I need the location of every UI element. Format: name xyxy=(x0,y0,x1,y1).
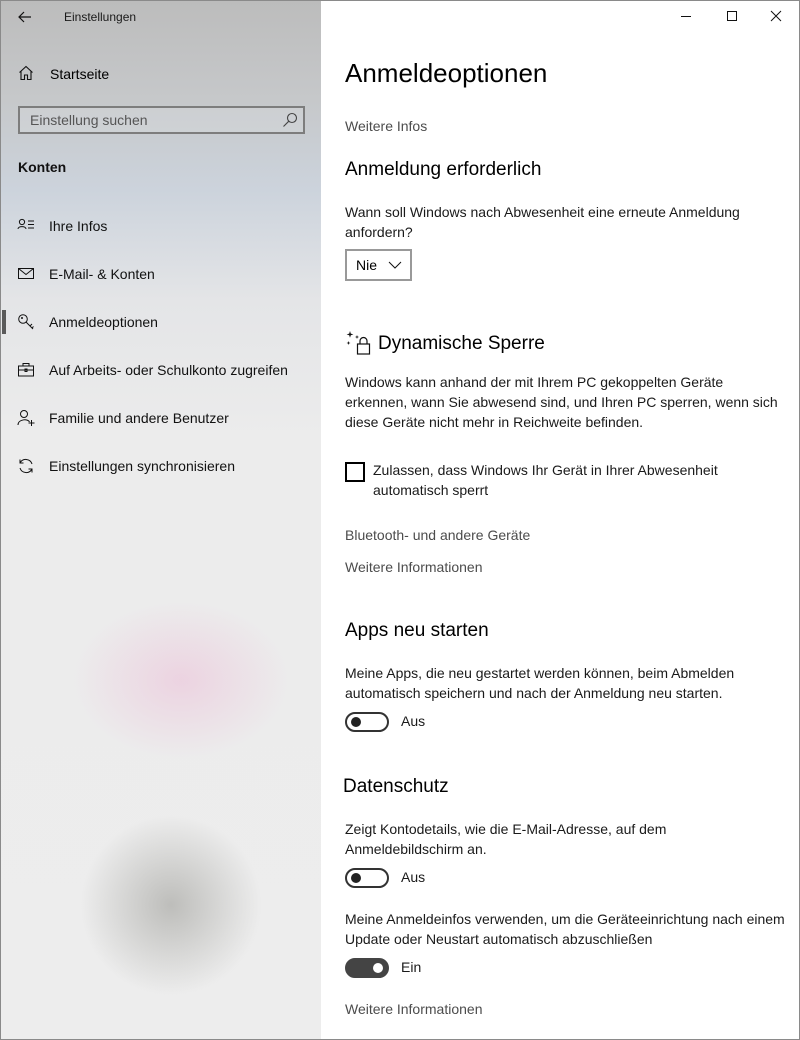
toggle-knob xyxy=(351,717,361,727)
signin-info-toggle-state: Ein xyxy=(401,959,422,975)
sidebar-home[interactable] xyxy=(1,56,322,92)
dynamic-lock-description: Windows kann anhand der mit Ihrem PC gekoppelten Geräte erkennen, wann Sie abwesend sind, und Ihren PC sperren, wenn sich diese Geräte nicht mehr in Reichweite befinden. xyxy=(345,374,778,430)
signin-info-description: Meine Anmeldeinfos verwenden, um die Geräteeinrichtung nach einem Update oder Neustart automatisch abzuschließen xyxy=(345,911,785,947)
back-button[interactable] xyxy=(10,4,40,30)
sidebar xyxy=(0,0,321,1040)
selection-indicator xyxy=(2,310,6,334)
account-details-description: Zeigt Kontodetails, wie die E-Mail-Adresse, auf dem Anmeldebildschirm an. xyxy=(345,821,667,857)
restart-apps-toggle-state: Aus xyxy=(401,713,426,729)
privacy-more-information-link[interactable]: Weitere Informationen xyxy=(345,1001,483,1017)
app-title: Einstellungen xyxy=(64,10,137,24)
person-info-icon xyxy=(17,217,35,235)
signin-info-toggle[interactable] xyxy=(345,958,389,978)
search-input[interactable] xyxy=(20,108,275,132)
sidebar-item-email-konten[interactable] xyxy=(1,250,322,298)
key-icon xyxy=(17,313,35,331)
signin-required-heading: Anmeldung erforderlich xyxy=(345,159,542,180)
sync-icon xyxy=(17,457,35,475)
sidebar-item-ihre-infos[interactable] xyxy=(1,202,322,250)
dropdown-value: Nie xyxy=(356,257,378,273)
sidebar-item-label: Auf Arbeits- oder Schulkonto zugreifen xyxy=(49,362,288,378)
more-info-link[interactable]: Weitere Infos xyxy=(345,118,428,134)
search-box[interactable] xyxy=(18,106,305,134)
briefcase-icon xyxy=(17,361,35,379)
more-information-link[interactable]: Weitere Informationen xyxy=(345,559,483,575)
account-details-toggle[interactable] xyxy=(345,868,389,888)
dynamic-lock-checkbox-label[interactable]: Zulassen, dass Windows Ihr Gerät in Ihrer Abwesenheit automatisch sperrt xyxy=(373,462,718,498)
minimize-button[interactable] xyxy=(663,0,709,32)
person-add-icon xyxy=(17,409,35,427)
dynamic-lock-icon xyxy=(345,330,373,356)
sidebar-item-label: Ihre Infos xyxy=(49,218,108,234)
signin-required-dropdown[interactable] xyxy=(345,249,412,281)
search-icon[interactable] xyxy=(281,111,299,129)
home-icon xyxy=(18,65,34,81)
bluetooth-devices-link[interactable]: Bluetooth- und andere Geräte xyxy=(345,527,531,543)
sidebar-item-label: Familie und andere Benutzer xyxy=(49,410,229,426)
home-label: Startseite xyxy=(50,66,110,82)
restart-apps-toggle[interactable] xyxy=(345,712,389,732)
page-title: Anmeldeoptionen xyxy=(345,58,548,88)
sidebar-item-arbeits-schulkonto[interactable] xyxy=(1,346,322,394)
close-icon xyxy=(770,10,782,22)
sidebar-item-label: Anmeldeoptionen xyxy=(49,314,158,330)
title-bar xyxy=(1,0,322,34)
sidebar-nav xyxy=(1,202,322,490)
dynamic-lock-checkbox[interactable] xyxy=(345,462,365,482)
main-content xyxy=(321,0,800,1040)
dynamic-lock-title: Dynamische Sperre xyxy=(378,333,545,354)
back-arrow-icon xyxy=(18,11,32,23)
maximize-button[interactable] xyxy=(709,0,755,32)
window-border-top xyxy=(0,0,800,1)
sidebar-item-familie[interactable] xyxy=(1,394,322,442)
sidebar-item-synchronisieren[interactable] xyxy=(1,442,322,490)
maximize-icon xyxy=(726,10,738,22)
mail-icon xyxy=(17,265,35,283)
signin-required-description: Wann soll Windows nach Abwesenheit eine erneute Anmeldung anfordern? xyxy=(345,204,740,240)
account-details-toggle-state: Aus xyxy=(401,869,426,885)
toggle-knob xyxy=(351,873,361,883)
restart-apps-description: Meine Apps, die neu gestartet werden können, beim Abmelden automatisch speichern und nach der Anmeldung neu starten. xyxy=(345,665,735,701)
sidebar-item-label: E-Mail- & Konten xyxy=(49,266,155,282)
toggle-knob xyxy=(373,963,383,973)
sidebar-item-anmeldeoptionen[interactable] xyxy=(1,298,322,346)
restart-apps-heading: Apps neu starten xyxy=(345,620,489,641)
privacy-heading: Datenschutz xyxy=(343,776,449,797)
minimize-icon xyxy=(680,10,692,22)
sidebar-item-label: Einstellungen synchronisieren xyxy=(49,458,235,474)
chevron-down-icon xyxy=(388,260,402,270)
section-title: Konten xyxy=(18,159,67,175)
close-button[interactable] xyxy=(753,0,799,32)
